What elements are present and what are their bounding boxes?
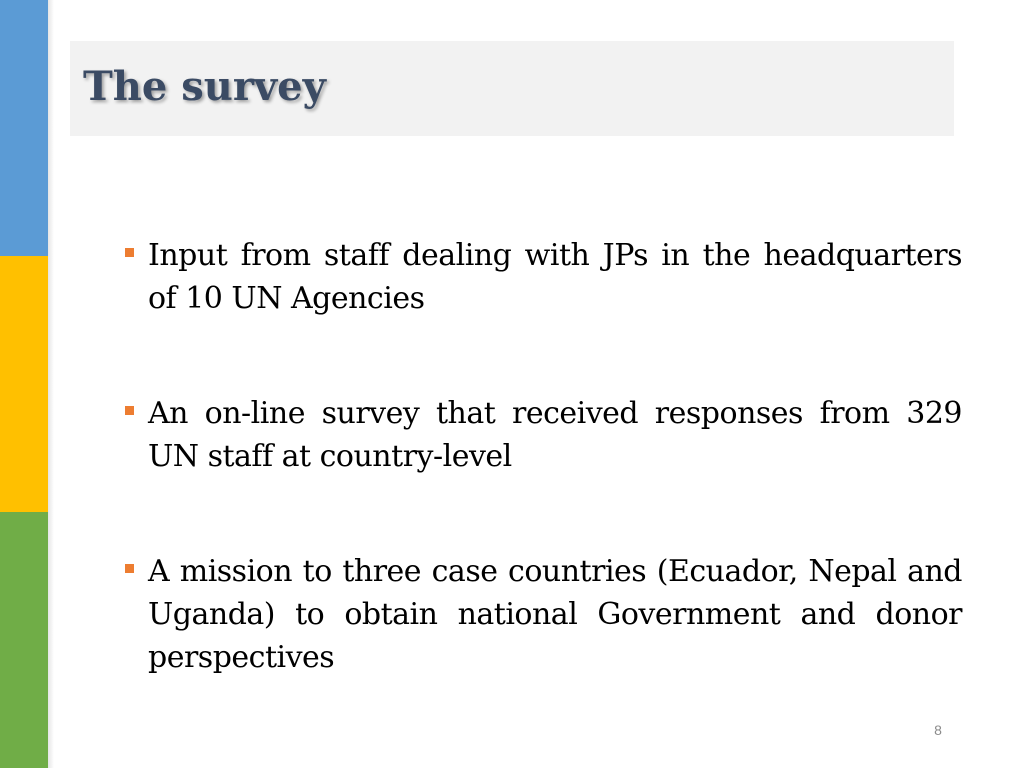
square-bullet-icon (125, 564, 134, 573)
side-bar-blue (0, 0, 48, 256)
title-box (70, 41, 954, 136)
bullet-item (120, 550, 962, 679)
bullet-item (120, 392, 962, 478)
bullet-list (120, 234, 962, 679)
side-bar-yellow (0, 256, 48, 512)
bullet-text: Input from staff dealing with JPs in the headquarters of 10 UN Agencies (148, 238, 962, 316)
side-bar-shadow (48, 0, 54, 768)
side-bar-green (0, 512, 48, 768)
bullet-text: A mission to three case countries (Ecuador, Nepal and Uganda) to obtain national Government and donor perspectives (148, 554, 962, 675)
bullet-text: An on-line survey that received responses from 329 UN staff at country-level (148, 396, 962, 474)
bullet-item (120, 234, 962, 320)
page-number: 8 (934, 722, 942, 738)
slide-title: The survey (83, 63, 326, 110)
square-bullet-icon (125, 406, 134, 415)
square-bullet-icon (125, 248, 134, 257)
